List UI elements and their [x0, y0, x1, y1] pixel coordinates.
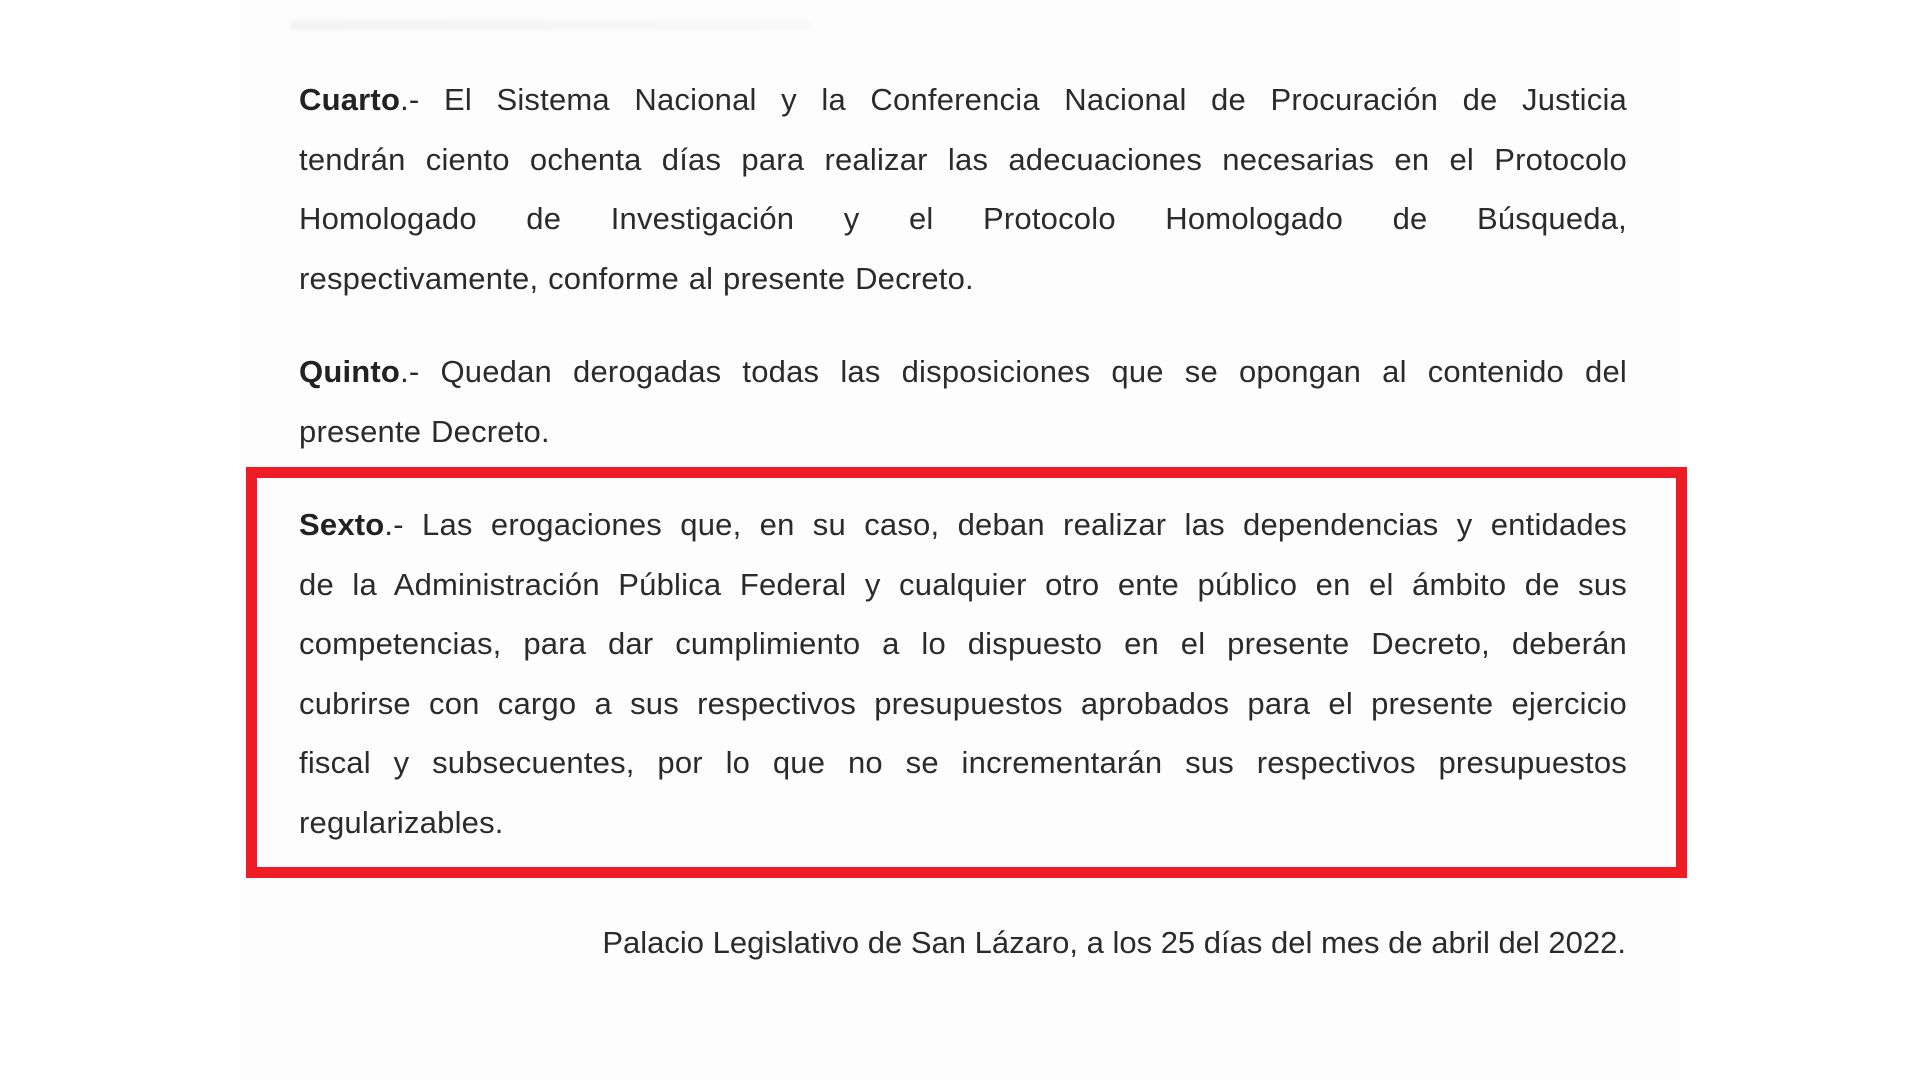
signature-line: Palacio Legislativo de San Lázaro, a los 25 días del mes de abril del 2022.: [602, 925, 1626, 960]
article-text-line: fiscal y subsecuentes, por lo que no se incrementarán sus respectivos presupuestos: [299, 745, 1627, 780]
article-separator: .-: [400, 82, 420, 117]
article-text-line: competencias, para dar cumplimiento a lo dispuesto en el presente Decreto, deberán: [299, 626, 1627, 661]
faded-previous-text: [290, 20, 810, 30]
article-text-line: de la Administración Pública Federal y cualquier otro ente público en el ámbito de sus: [299, 566, 1627, 602]
article-text-line: El Sistema Nacional y la Conferencia Nacional de Procuración de Justicia: [419, 82, 1627, 117]
article-text-line: Quedan derogadas todas las disposiciones que se opongan al contenido del: [419, 354, 1627, 389]
article-text-line: regularizables.: [299, 804, 504, 840]
article-heading: Quinto: [299, 354, 401, 389]
article-separator: .-: [400, 354, 420, 389]
article-text-line: tendrán ciento ochenta días para realizar las adecuaciones necesarias en el Protocolo: [299, 141, 1627, 177]
article-cuarto: [299, 70, 1627, 308]
article-heading: Sexto: [299, 507, 385, 542]
article-text-line: Homologado de Investigación y el Protocolo Homologado de Búsqueda,: [299, 201, 1627, 236]
article-text-line: cubrirse con cargo a sus respectivos presupuestos aprobados para el presente ejercicio: [299, 685, 1627, 721]
article-separator: .-: [384, 507, 404, 542]
article-quinto: [299, 342, 1627, 461]
article-text-line: respectivamente, conforme al presente Decreto.: [299, 260, 974, 296]
article-text-line: Las erogaciones que, en su caso, deban realizar las dependencias y entidades: [403, 507, 1627, 542]
red-highlight-box: [246, 467, 1687, 878]
article-heading: Cuarto: [299, 82, 401, 117]
article-text-line: presente Decreto.: [299, 413, 550, 449]
